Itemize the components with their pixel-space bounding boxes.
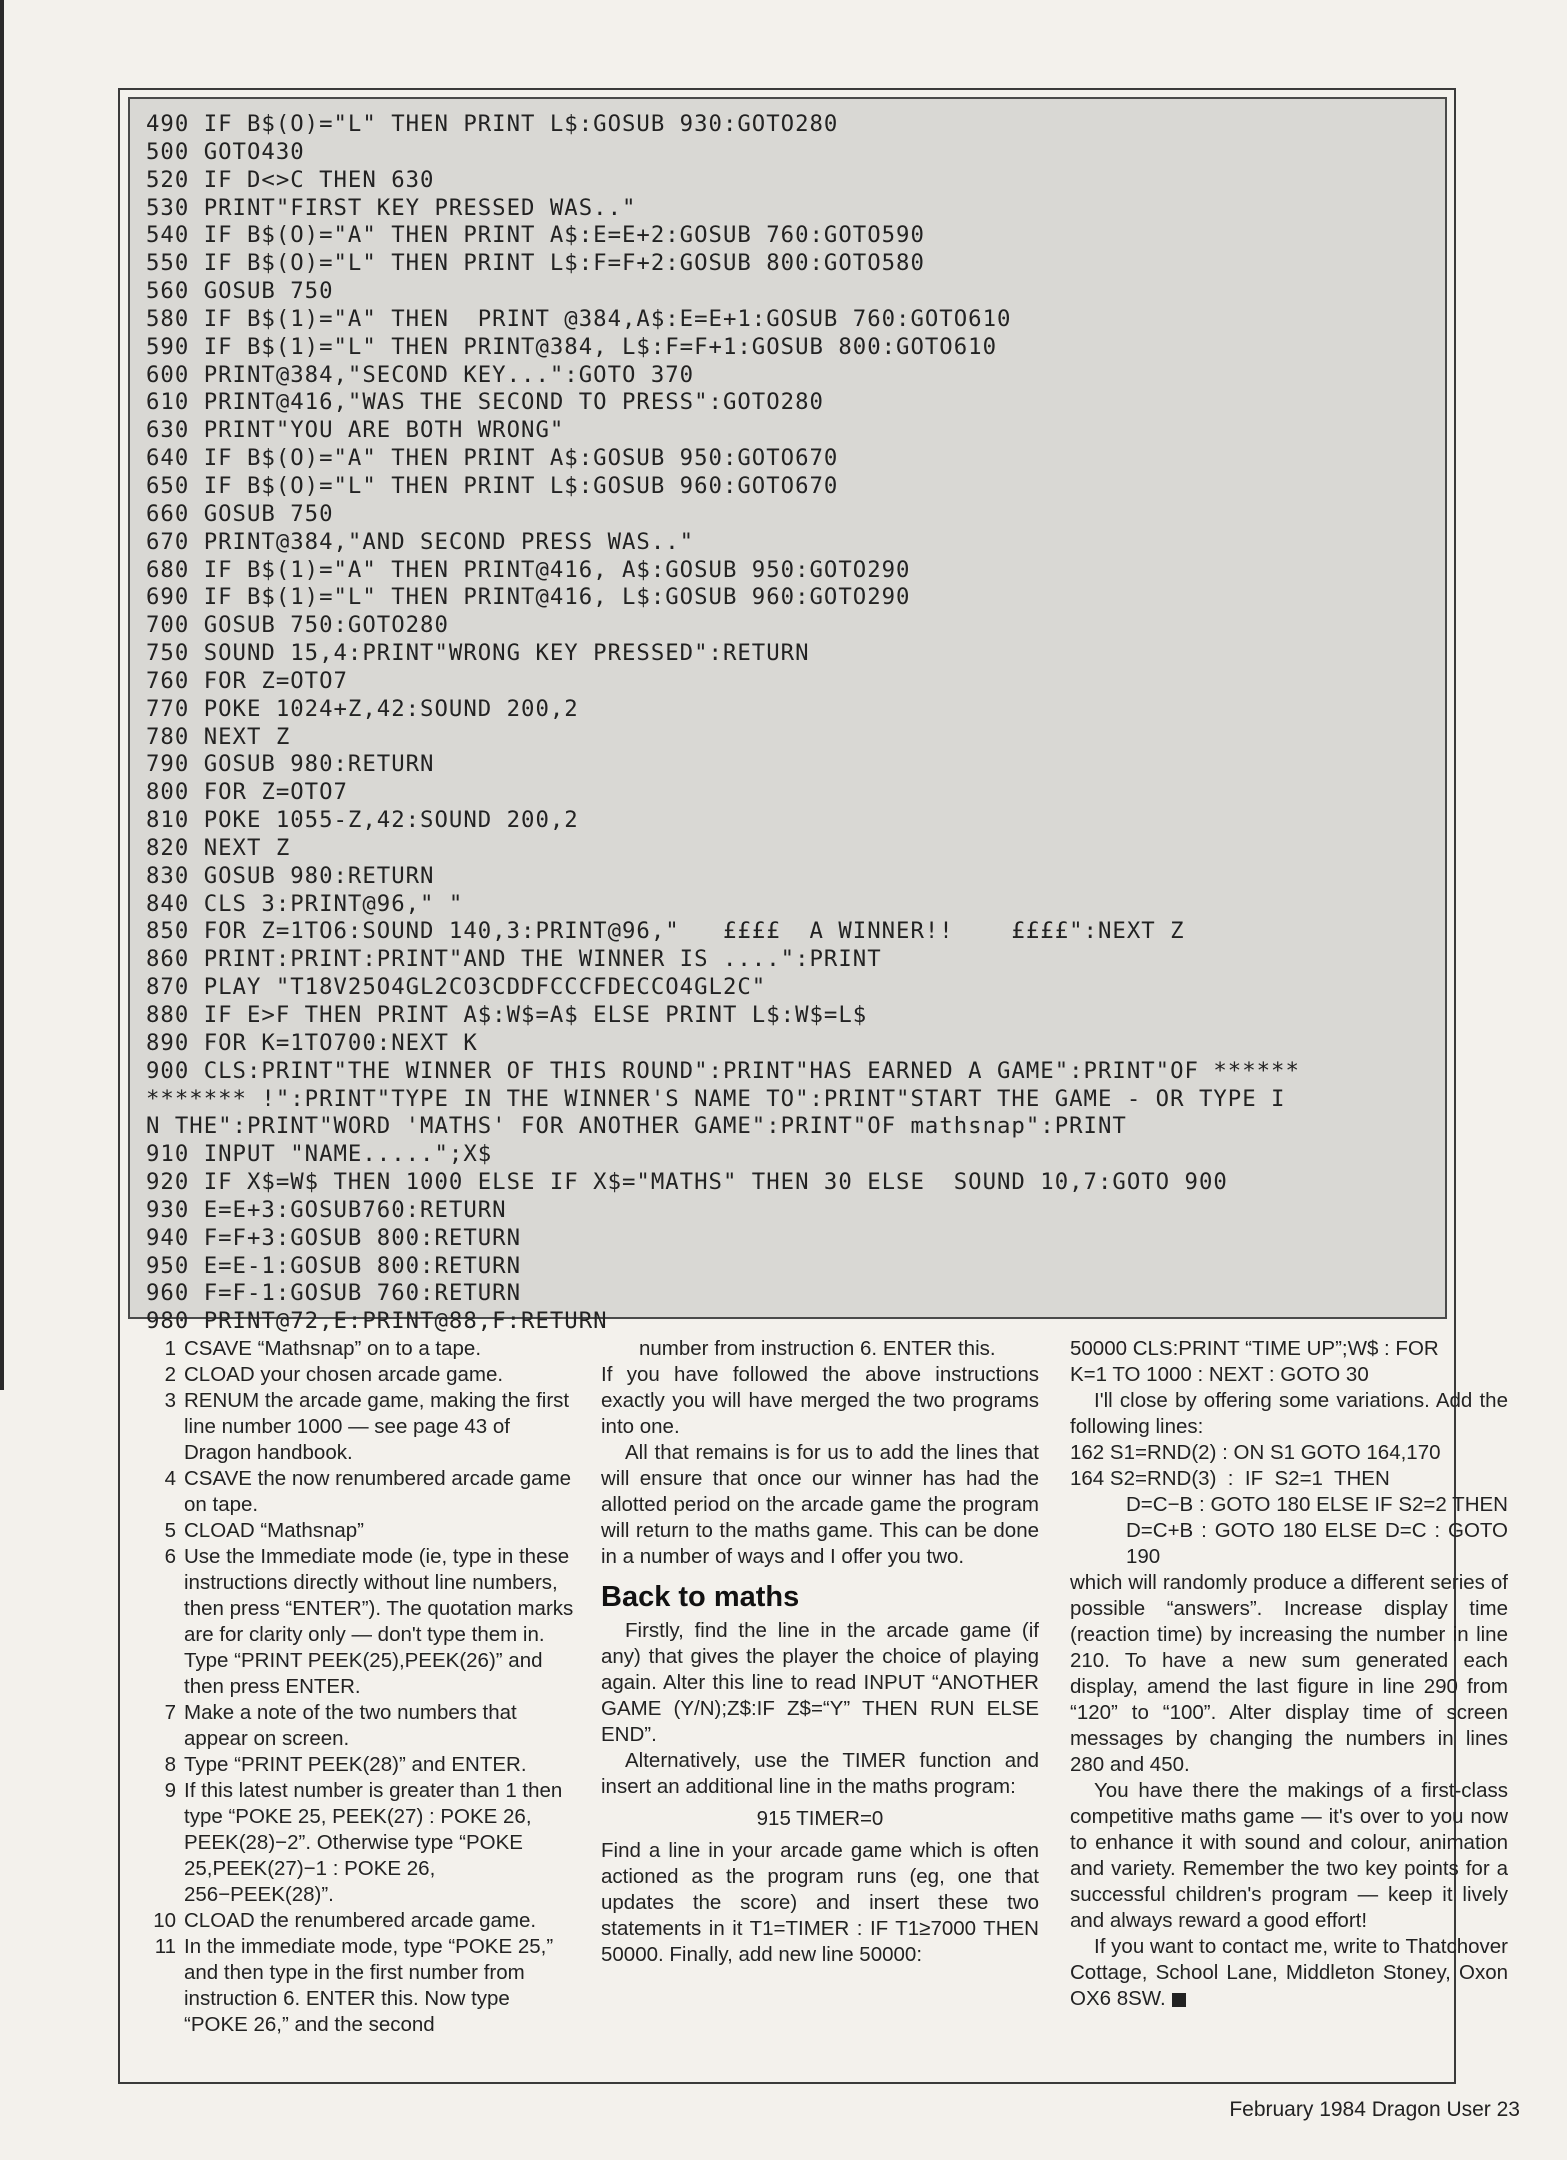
step-text: CLOAD the renumbered arcade game.	[184, 1909, 537, 1932]
instruction-step	[146, 1908, 578, 1934]
instruction-step	[146, 1778, 578, 1908]
instruction-step	[146, 1752, 578, 1778]
step-number: 1	[164, 1337, 176, 1360]
column-3	[1070, 1336, 1508, 2012]
code-lines: 490 IF B$(O)="L" THEN PRINT L$:GOSUB 930:GOTO280 500 GOTO430 520 IF D<>C THEN 630 530 PRINT"FIRST KEY PRESSED WAS.." 540 IF B$(O)="A" THEN PRINT A$:E=E+2:GOSUB 760:GOTO590 550 IF B$(O)="L" THEN PRINT L$:F=F+2:GOSUB 800:GOTO580 560 GOSUB 750 580 IF B$(1)="A" THEN PRINT @384,A$:E=E+1:GOSUB 760:GOTO610 590 IF B$(1)="L" THEN PRINT@384, L$:F=F+1:GOSUB 800:GOTO610 600 PRINT@384,"SECOND KEY...":GOTO 370 610 PRINT@416,"WAS THE SECOND TO PRESS":GOTO280 630 PRINT"YOU ARE BOTH WRONG" 640 IF B$(O)="A" THEN PRINT A$:GOSUB 950:GOTO670 650 IF B$(O)="L" THEN PRINT L$:GOSUB 960:GOTO670 660 GOSUB 750 670 PRINT@384,"AND SECOND PRESS WAS.." 680 IF B$(1)="A" THEN PRINT@416, A$:GOSUB 950:GOTO290 690 IF B$(1)="L" THEN PRINT@416, L$:GOSUB 960:GOTO290 700 GOSUB 750:GOTO280 750 SOUND 15,4:PRINT"WRONG KEY PRESSED":RETURN 760 FOR Z=OTO7 770 POKE 1024+Z,42:SOUND 200,2 780 NEXT Z 790 GOSUB 980:RETURN 800 FOR Z=OTO7 810 POKE 1055-Z,42:SOUND 200,2 820 NEXT Z 830 GOSUB 980:RETURN 840 CLS 3:PRINT@96," " 850 FOR Z=1TO6:SOUND 140,3:PRINT@96," ££££ A WINNER!! ££££":NEXT Z 860 PRINT:PRINT:PRINT"AND THE WINNER IS ....":PRINT 870 PLAY "T18V25O4GL2CO3CDDFCCCFDECCO4GL2C" 880 IF E>F THEN PRINT A$:W$=A$ ELSE PRINT L$:W$=L$ 890 FOR K=1TO700:NEXT K 900 CLS:PRINT"THE WINNER OF THIS ROUND":PRINT"HAS EARNED A GAME":PRINT"OF ****** ******* !":PRINT"TYPE IN THE WINNER'S NAME TO":PRINT"START THE GAME - OR TYPE I N THE":PRINT"WORD 'MATHS' FOR ANOTHER GAME":PRINT"OF mathsnap":PRINT 910 INPUT "NAME.....";X$ 920 IF X$=W$ THEN 1000 ELSE IF X$="MATHS" THEN 30 ELSE SOUND 10,7:GOTO 900 930 E=E+3:GOSUB760:RETURN 940 F=F+3:GOSUB 800:RETURN 950 E=E-1:GOSUB 800:RETURN 960 F=F-1:GOSUB 760:RETURN 980 PRINT@72,E:PRINT@88,F:RETURN	[146, 111, 1300, 1335]
step-text: In the immediate mode, type “POKE 25,” and then type in the first number from instruction 6. ENTER this. Now type “POKE 26,” and the second	[184, 1935, 554, 2036]
paragraph: All that remains is for us to add the lines that will ensure that once our winner has had the allotted period on the arcade game the program will return to the maths game. This can be done in a number of ways and I offer you two.	[601, 1441, 1039, 1568]
code-line: K=1 TO 1000 : NEXT : GOTO 30	[1070, 1363, 1369, 1386]
step-text: Make a note of the two numbers that appear on screen.	[184, 1701, 517, 1750]
code-line: 164 S2=RND(3) : IF S2=1 THEN	[1070, 1467, 1390, 1490]
step-text: Type “PRINT PEEK(28)” and ENTER.	[184, 1753, 527, 1776]
step-number: 3	[164, 1389, 176, 1412]
instruction-step	[146, 1336, 578, 1362]
step-text: RENUM the arcade game, making the first line number 1000 — see page 43 of Dragon handbook.	[184, 1389, 570, 1464]
code-line: 162 S1=RND(2) : ON S1 GOTO 164,170	[1070, 1441, 1441, 1464]
step-number: 10	[153, 1909, 176, 1932]
paragraph: I'll close by offering some variations. Add the following lines:	[1070, 1389, 1508, 1438]
step-number: 5	[164, 1519, 176, 1542]
step-11-continued: number from instruction 6. ENTER this.	[639, 1337, 996, 1360]
step-number: 4	[164, 1467, 176, 1490]
paragraph: Firstly, find the line in the arcade game (if any) that gives the player the choice of playing again. Alter this line to read INPUT “ANOTHER GAME (Y/N);Z$:IF Z$=“Y” THEN RUN ELSE END”.	[601, 1619, 1039, 1746]
instruction-step	[146, 1518, 578, 1544]
step-text: CLOAD “Mathsnap”	[184, 1519, 365, 1542]
instruction-step	[146, 1700, 578, 1752]
step-text: Use the Immediate mode (ie, type in these instructions directly without line numbers, then press “ENTER”). The quotation marks are for clarity only — don't type them in. Type “PRINT PEEK(25),PEEK(26)” and then press ENTER.	[184, 1545, 574, 1698]
section-heading: Back to maths	[601, 1581, 800, 1613]
step-text: If this latest number is greater than 1 then type “POKE 25, PEEK(27) : POKE 26, PEEK(28)−2”. Otherwise type “POKE 25,PEEK(27)−1 : POKE 26, 256−PEEK(28)”.	[184, 1779, 563, 1906]
paragraph: Alternatively, use the TIMER function and insert an additional line in the maths program:	[601, 1749, 1039, 1798]
step-number: 6	[164, 1545, 176, 1568]
instruction-step	[146, 1466, 578, 1518]
step-text: CSAVE “Mathsnap” on to a tape.	[184, 1337, 482, 1360]
instruction-step	[146, 1934, 578, 2038]
step-text: CLOAD your chosen arcade game.	[184, 1363, 504, 1386]
step-number: 7	[164, 1701, 176, 1724]
step-number: 8	[164, 1753, 176, 1776]
column-2	[601, 1336, 1039, 1968]
paragraph: You have there the makings of a first-class competitive maths game — it's over to you now to enhance it with sound and colour, animation and variety. Remember the two key points for a successful children's program — keep it lively and always reward a good effort!	[1070, 1779, 1508, 1932]
code-line: 915 TIMER=0	[756, 1807, 884, 1830]
instruction-step	[146, 1388, 578, 1466]
step-number: 11	[154, 1935, 176, 1958]
end-mark-icon	[1172, 1993, 1186, 2007]
step-text: CSAVE the now renumbered arcade game on tape.	[184, 1467, 572, 1516]
page-footer: February 1984 Dragon User 23	[1229, 2098, 1520, 2121]
margin-rule	[0, 0, 4, 1390]
paragraph	[1070, 1934, 1508, 2012]
instruction-step	[146, 1362, 578, 1388]
code-line: D=C−B : GOTO 180 ELSE IF S2=2 THEN D=C+B : GOTO 180 ELSE D=C : GOTO 190	[1126, 1493, 1508, 1568]
contact-text: If you want to contact me, write to Thatchover Cottage, School Lane, Middleton Stoney, Oxon OX6 8SW.	[1070, 1935, 1508, 2010]
paragraph: Find a line in your arcade game which is often actioned as the program runs (eg, one that updates the score) and insert these two statements in it T1=TIMER : IF T1≥7000 THEN 50000. Finally, add new line 50000:	[601, 1839, 1039, 1966]
step-number: 2	[164, 1363, 176, 1386]
code-line: 50000 CLS:PRINT “TIME UP”;W$ : FOR	[1070, 1337, 1439, 1360]
column-1	[146, 1336, 578, 2038]
paragraph: which will randomly produce a different series of possible “answers”. Increase display time (reaction time) by increasing the number in line 210. To have a new sum generated each display, amend the last figure in line 290 from “120” to “100”. Alter display time of screen messages by changing the numbers in lines 280 and 450.	[1070, 1571, 1508, 1776]
program-listing	[128, 97, 1447, 1335]
instruction-list	[146, 1336, 578, 2038]
instruction-step	[146, 1544, 578, 1700]
step-number: 9	[164, 1779, 176, 1802]
paragraph: If you have followed the above instructions exactly you will have merged the two programs into one.	[601, 1363, 1039, 1438]
